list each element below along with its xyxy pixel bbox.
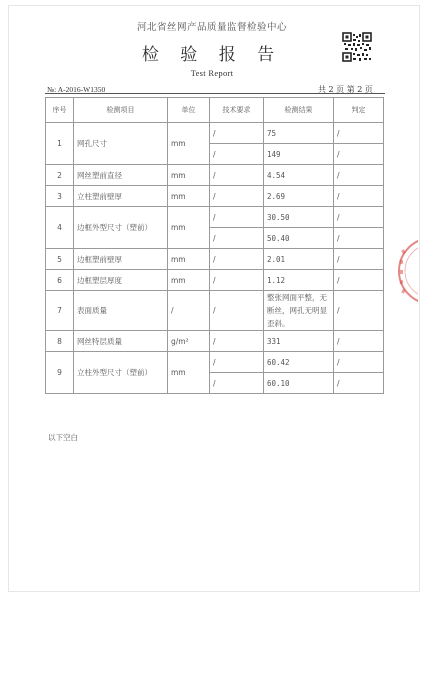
row-number: 3 xyxy=(46,186,74,207)
qr-code-icon xyxy=(342,32,372,62)
judgement: / xyxy=(334,352,384,373)
result: 50.40 xyxy=(264,228,334,249)
table-row xyxy=(46,352,384,373)
blank-below-note: 以下空白 xyxy=(48,433,78,442)
result: 149 xyxy=(264,144,334,165)
row-number: 7 xyxy=(46,291,74,331)
requirement: / xyxy=(210,123,264,144)
test-item: 边框外型尺寸（塑前） xyxy=(74,207,168,249)
requirement: / xyxy=(210,331,264,352)
unit: mm xyxy=(168,165,210,186)
result: 2.69 xyxy=(264,186,334,207)
row-number: 1 xyxy=(46,123,74,165)
requirement: / xyxy=(210,144,264,165)
unit: mm xyxy=(168,207,210,249)
requirement: / xyxy=(210,352,264,373)
judgement: / xyxy=(334,186,384,207)
result: 2.01 xyxy=(264,249,334,270)
judgement: / xyxy=(334,249,384,270)
test-item: 网孔尺寸 xyxy=(74,123,168,165)
row-number: 6 xyxy=(46,270,74,291)
organization-name: 河北省丝网产品质量监督检验中心 xyxy=(136,22,287,33)
unit: mm xyxy=(168,123,210,165)
row-number: 8 xyxy=(46,331,74,352)
unit: mm xyxy=(168,249,210,270)
judgement: / xyxy=(334,331,384,352)
row-number: 4 xyxy=(46,207,74,249)
table-row xyxy=(46,123,384,144)
judgement: / xyxy=(334,291,384,331)
test-item: 立柱外型尺寸（塑前） xyxy=(74,352,168,394)
col-header-judgement: 判定 xyxy=(334,98,384,123)
table-row xyxy=(46,165,384,186)
table-row xyxy=(46,186,384,207)
requirement: / xyxy=(210,207,264,228)
row-number: 2 xyxy=(46,165,74,186)
table-header-row xyxy=(46,98,384,123)
result: 60.10 xyxy=(264,373,334,394)
test-item: 边框塑层厚度 xyxy=(74,270,168,291)
result: 331 xyxy=(264,331,334,352)
test-item: 表面质量 xyxy=(74,291,168,331)
unit: mm xyxy=(168,186,210,207)
requirement: / xyxy=(210,249,264,270)
table-row xyxy=(46,249,384,270)
result: 1.12 xyxy=(264,270,334,291)
judgement: / xyxy=(334,270,384,291)
report-number: №: A-2016-W1350 xyxy=(47,85,106,94)
requirement: / xyxy=(210,165,264,186)
header-divider xyxy=(45,93,385,94)
table-row xyxy=(46,207,384,228)
unit: / xyxy=(168,291,210,331)
col-header-result: 检测结果 xyxy=(264,98,334,123)
judgement: / xyxy=(334,373,384,394)
test-item: 边框塑前壁厚 xyxy=(74,249,168,270)
table-row xyxy=(46,331,384,352)
result: 30.50 xyxy=(264,207,334,228)
requirement: / xyxy=(210,186,264,207)
requirement: / xyxy=(210,373,264,394)
requirement: / xyxy=(210,270,264,291)
test-item: 网丝塑前直径 xyxy=(74,165,168,186)
test-item: 立柱塑前壁厚 xyxy=(74,186,168,207)
row-number: 5 xyxy=(46,249,74,270)
page-info: 共 2 页 第 2 页 xyxy=(318,85,373,94)
judgement: / xyxy=(334,207,384,228)
col-header-requirement: 技术要求 xyxy=(210,98,264,123)
judgement: / xyxy=(334,123,384,144)
unit: mm xyxy=(168,352,210,394)
result: 60.42 xyxy=(264,352,334,373)
result: 4.54 xyxy=(264,165,334,186)
result: 75 xyxy=(264,123,334,144)
table-row xyxy=(46,270,384,291)
judgement: / xyxy=(334,228,384,249)
judgement: / xyxy=(334,144,384,165)
results-table xyxy=(45,97,384,394)
unit: mm xyxy=(168,270,210,291)
report-subtitle: Test Report xyxy=(190,68,234,78)
result: 整张网面平整，无断丝，网孔无明显歪斜。 xyxy=(264,291,334,331)
unit: g/m² xyxy=(168,331,210,352)
report-title: 检 验 报 告 xyxy=(141,45,283,65)
col-header-unit: 单位 xyxy=(168,98,210,123)
col-header-no: 序号 xyxy=(46,98,74,123)
requirement: / xyxy=(210,228,264,249)
table-row xyxy=(46,291,384,331)
row-number: 9 xyxy=(46,352,74,394)
official-seal-icon xyxy=(392,236,418,306)
test-item: 网丝特层质量 xyxy=(74,331,168,352)
judgement: / xyxy=(334,165,384,186)
col-header-item: 检测项目 xyxy=(74,98,168,123)
requirement: / xyxy=(210,291,264,331)
